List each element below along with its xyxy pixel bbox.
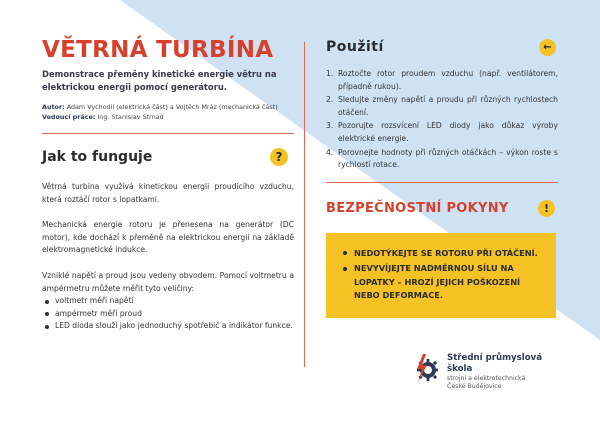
page-subtitle: Demonstrace přeměny kinetické energie větru na elektrickou energii pomocí generátoru.	[42, 69, 277, 92]
school-logo	[414, 352, 564, 390]
usage-title: Použití	[326, 39, 384, 55]
question-icon: ?	[270, 148, 288, 166]
left-column	[42, 36, 294, 333]
list-item	[326, 147, 558, 172]
usage-steps	[326, 68, 558, 172]
step-number: 2.	[326, 95, 334, 105]
safety-title: BEZPEČNOSTNÍ POKYNY	[326, 200, 509, 216]
usage-header	[326, 36, 558, 58]
list-item	[326, 94, 558, 119]
credits	[42, 102, 294, 122]
right-column	[326, 36, 558, 318]
page-title: VĚTRNÁ TURBÍNA	[42, 37, 274, 63]
supervisor-label: Vedoucí práce:	[42, 113, 96, 121]
how-it-works-paragraph-2: Mechanická energie rotoru je přenesena na generátor (DC motor), kde dochází k přeměně na elektrickou energii na základě elektromagnetické indukce.	[42, 220, 294, 255]
usage-divider	[326, 182, 558, 183]
step-text: Roztočte rotor proudem vzduchu (např. ventilátorem, případně rukou).	[338, 69, 558, 91]
warning-icon: !	[538, 200, 555, 217]
list-item: NEDOTÝKEJTE SE ROTORU PŘI OTÁČENÍ.	[340, 247, 544, 260]
authors-value: Adam Vychodil (elektrická část) a Vojtěch Mráz (mechanická část)	[66, 103, 278, 111]
safety-list	[340, 247, 544, 303]
school-line-3: České Budějovice	[447, 383, 502, 390]
measurement-list	[42, 295, 294, 333]
school-text	[447, 353, 564, 391]
column-divider	[304, 42, 305, 367]
list-item: ampérmetr měří proud	[42, 308, 294, 321]
gear-bolt-icon	[414, 352, 438, 384]
how-it-works-header	[42, 146, 294, 168]
supervisor-line	[42, 112, 294, 122]
step-text: Sledujte změny napětí a proudu při různých rychlostech otáčení.	[338, 95, 558, 117]
list-item: LED dioda slouží jako jednoduchý spotřebič a indikátor funkce.	[42, 320, 294, 333]
step-text: Pozorujte rozsvícení LED diody jako důkaz výroby elektrické energie.	[338, 121, 558, 143]
how-it-works-paragraph-1: Větrná turbína využívá kinetickou energii proudícího vzduchu, která roztáčí rotor s lopatkami.	[42, 182, 294, 204]
arrow-left-icon: ←	[539, 39, 556, 56]
school-line-2: strojní a elektrotechnická	[447, 375, 526, 382]
supervisor-value: Ing. Stanislav Strnad	[97, 113, 164, 121]
how-it-works-paragraph-3: Vzniklé napětí a proud jsou vedeny obvodem. Pomocí voltmetru a ampérmetru můžete měřit tyto veličiny:	[42, 270, 294, 293]
step-number: 4.	[326, 147, 334, 157]
step-text: Porovnejte hodnoty při různých otáčkách – výkon roste s rychlostí rotace.	[338, 147, 558, 170]
step-number: 3.	[326, 121, 334, 131]
school-name: Střední průmyslová škola	[447, 353, 543, 374]
step-number: 1.	[326, 69, 334, 78]
list-item	[326, 120, 558, 145]
authors-label: Autor:	[42, 103, 65, 111]
how-it-works-title: Jak to funguje	[42, 149, 153, 165]
list-item: NEVYVÍJEJTE NADMĚRNOU SÍLU NA LOPATKY – HROZÍ JEJICH POŠKOZENÍ NEBO DEFORMACE.	[340, 262, 544, 302]
list-item	[326, 68, 558, 93]
safety-header	[326, 197, 558, 221]
header-divider	[42, 133, 294, 134]
list-item: voltmetr měří napětí	[42, 295, 294, 308]
authors-line	[42, 102, 294, 112]
safety-box	[326, 233, 556, 319]
